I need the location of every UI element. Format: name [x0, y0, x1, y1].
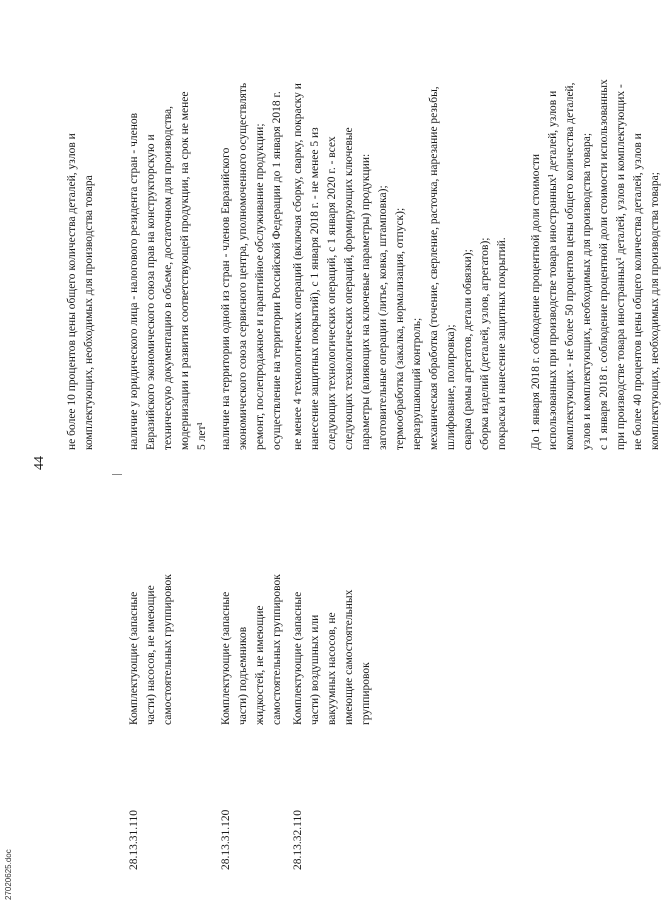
row-conditions: наличие на территории одной из стран - членов Евразийского экономического союза сервисного центра, уполномоченного осуществлять ремонт, послепродажное и гарантийное обслуживание продукции; осуществление на территории Российской Федерации до 1 января 2018 г. [220, 82, 283, 450]
rotated-content [20, 30, 661, 870]
row-conditions: наличие у юридического лица - налогового резидента стран - членов Евразийского экономического союза прав на конструкторскую и техническую документацию в объеме, достаточном для производства, модернизации и развития соответствующей продукции, на срок не менее 5 лет¹ [128, 91, 208, 450]
document-id-text: 27020625.doc [4, 849, 13, 900]
document-id [4, 849, 22, 900]
row-code: 28.13.32.110 [292, 810, 304, 870]
row-code: 28.13.31.110 [128, 810, 140, 870]
row-name: Комплектующие (запасные части) подъемников жидкостей, не имеющие самостоятельных группировок [220, 574, 283, 725]
row-name: Комплектующие (запасные части) насосов, не имеющие самостоятельных группировок [128, 574, 174, 725]
row-name: Комплектующие (запасные части) воздушных или вакуумных насосов, не имеющие самостоятельных группировок [292, 589, 372, 725]
row-code: 28.13.31.120 [220, 809, 232, 870]
column-tick [112, 474, 122, 475]
page-number: 44 [32, 456, 47, 470]
row-conditions: не менее 4 технологических операций (включая сборку, сварку, покраску и нанесение защитных покрытий), с 1 января 2018 г. - не менее 5 из следующих технологических операций, с 1 января 2020 г. - всех следующих технологических операций, формирующих ключевые параметры (влияющих на ключевые параметры) продукции: заготовительные операции (литье, ковка, штамповка); термообработка (закалка, нормализация, отпуск); неразрушающий контроль; механическая обработка (точение, сверление, расточка, нарезание резьбы, шлифование, полировка); сварка (рамы агрегатов, детали обвязки); сборка изделий (деталей, узлов, агрегатов); покраска и нанесение защитных покрытий. До 1 января 2018 г. соблюдение процентной доли стоимости использованных при производстве товара иностранных¹ деталей, узлов и комплектующих - не более 50 процентов цены общего количества деталей, узлов и комплектующих, необходимых для производства товара; с 1 января 2018 г. соблюдение процентной доли стоимости использованных при производстве товара иностранных¹ деталей, узлов и комплектующих - не более 40 процентов цены общего количества деталей, узлов и комплектующих, необходимых для производства товара; [292, 79, 661, 450]
intro-text: не более 10 процентов цены общего количества деталей, узлов и комплектующих, необходимых для производства товара [66, 133, 95, 450]
